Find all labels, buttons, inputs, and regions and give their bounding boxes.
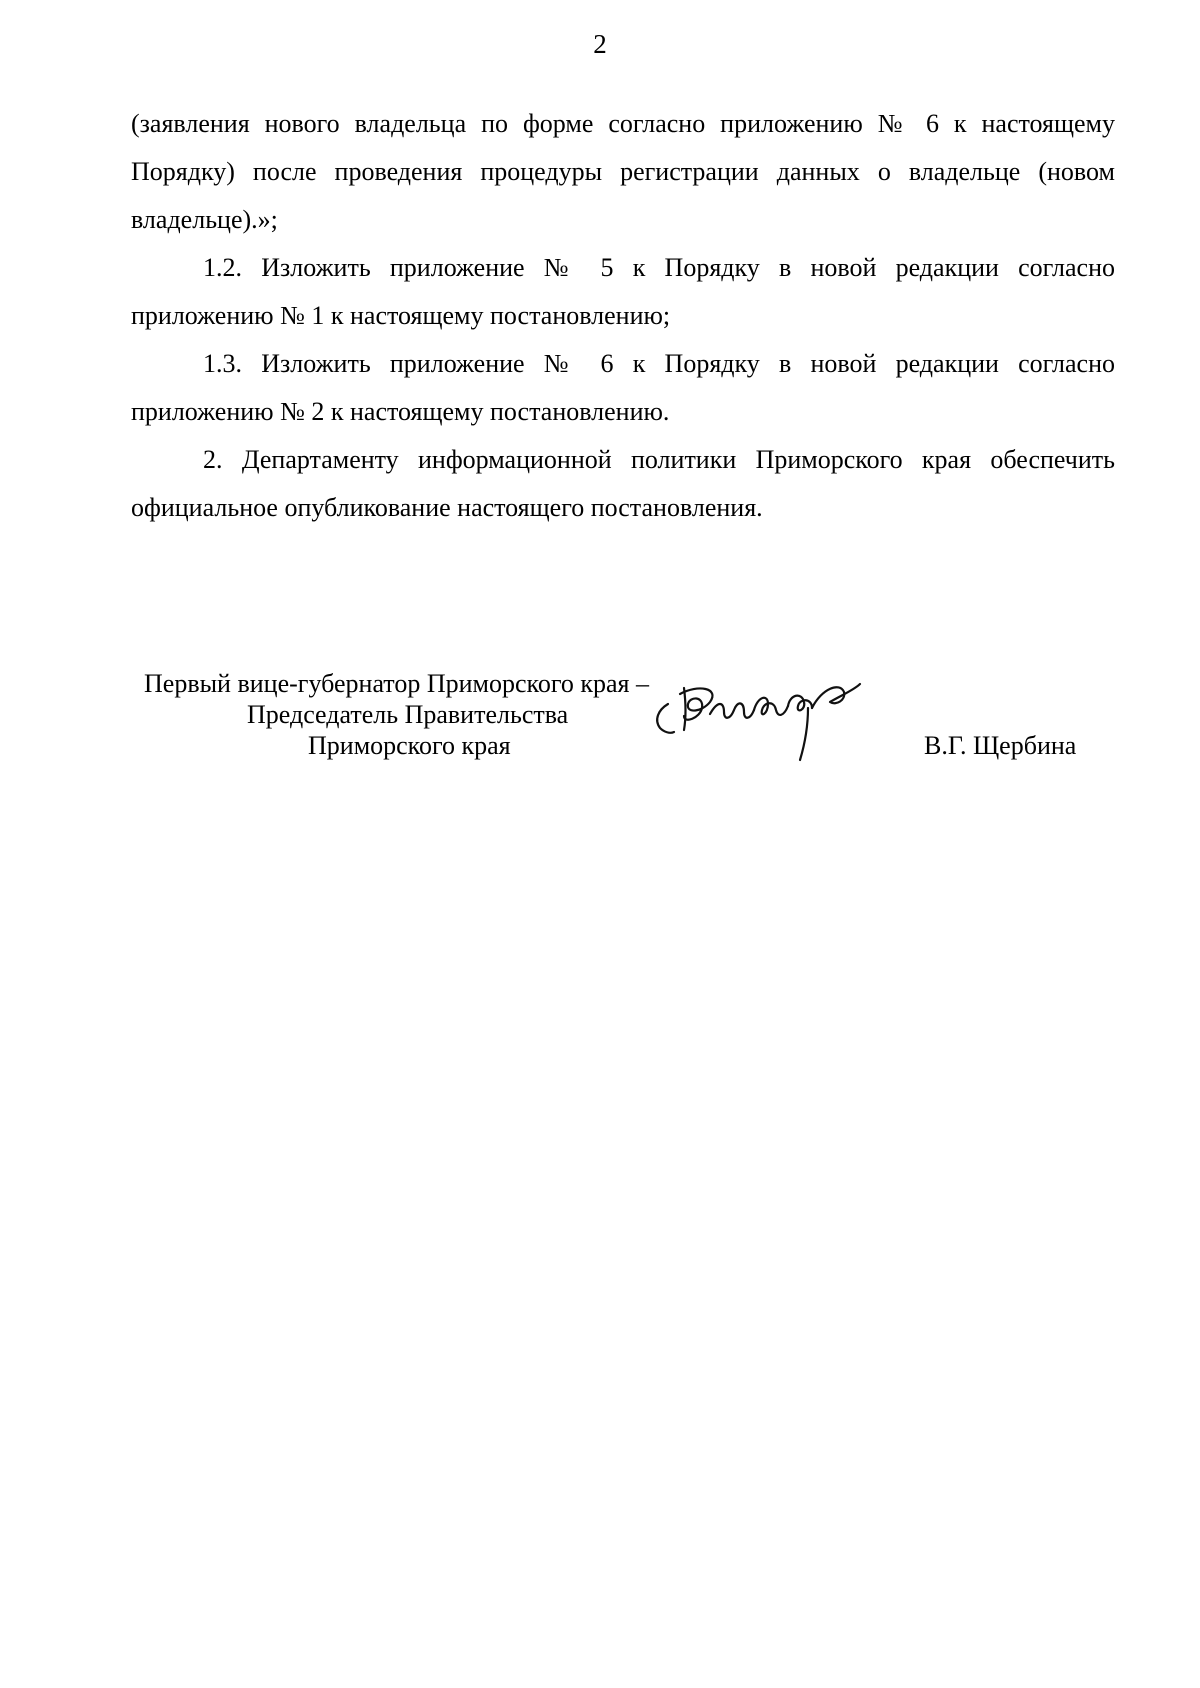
signer-name: В.Г. Щербина <box>924 731 1077 760</box>
paragraph-item-1-2: 1.2. Изложить приложение № 5 к Порядку в новой редакции согласно приложению № 1 к настоящему постановлению; <box>131 253 1115 330</box>
paragraph-item-2: 2. Департаменту информационной политики Приморского края обеспечить официальное опубликование настоящего постановления. <box>131 445 1115 522</box>
signer-position-line-3: Приморского края <box>308 731 511 760</box>
signer-position-line-2: Председатель Правительства <box>247 700 569 729</box>
handwritten-signature-icon <box>640 674 890 774</box>
paragraph-continuation: (заявления нового владельца по форме согласно приложению № 6 к настоящему Порядку) после проведения процедуры регистрации данных о владельце (новом владельце).»; <box>131 109 1115 234</box>
paragraph-item-1-3: 1.3. Изложить приложение № 6 к Порядку в новой редакции согласно приложению № 2 к настоящему постановлению. <box>131 349 1115 426</box>
signature-block <box>130 668 1130 788</box>
signer-position-line-1: Первый вице-губернатор Приморского края – <box>144 669 649 698</box>
page-number: 2 <box>593 29 607 59</box>
document-body <box>131 100 1115 532</box>
